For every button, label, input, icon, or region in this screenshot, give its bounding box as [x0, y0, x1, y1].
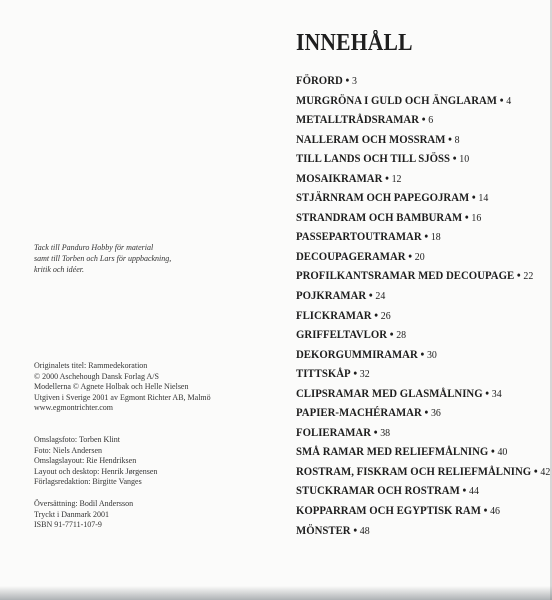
credit-line: Omslagslayout: Rie Hendriksen — [34, 456, 137, 466]
toc-entry-title: ROSTRAM, FISKRAM OCH RELIEFMÅLNING — [296, 463, 532, 478]
toc-entry — [296, 462, 550, 482]
bullet-separator: • — [533, 463, 538, 478]
credit-line: Modellerna © Agnete Holbak och Helle Nielsen — [34, 382, 189, 392]
credit-line: © 2000 Aschehough Dansk Forlag A/S — [34, 371, 159, 381]
toc-entry-title: KOPPARRAM OCH EGYPTISK RAM — [296, 503, 481, 518]
bullet-separator: • — [471, 190, 476, 205]
credit-line: Layout och desktop: Henrik Jørgensen — [34, 466, 158, 476]
toc-entry-title: MOSAIKRAMAR — [296, 170, 383, 185]
toc-entry-page-number: 38 — [380, 426, 391, 439]
toc-entry — [296, 521, 550, 541]
toc-entry-page-number: 34 — [491, 387, 502, 400]
toc-entry-page-number: 6 — [428, 114, 434, 127]
toc-entry-page-number: 24 — [375, 290, 386, 303]
publication-info — [34, 361, 274, 414]
toc-entry-title: SMÅ RAMAR MED RELIEFMÅLNING — [296, 444, 489, 459]
bullet-separator: • — [424, 229, 429, 244]
isbn: ISBN 91-7711-107-9 — [34, 520, 102, 530]
credit-line: Originalets titel: Rammedekoration — [34, 361, 148, 370]
toc-entry-page-number: 12 — [391, 172, 402, 185]
bullet-separator: • — [389, 327, 394, 342]
acknowledgement-line: kritik och idéer. — [34, 264, 84, 274]
toc-title: INNEHÅLL — [296, 30, 413, 56]
toc-entry — [296, 227, 550, 247]
toc-entry-title: POJKRAMAR — [296, 288, 367, 303]
toc-entry — [296, 403, 550, 423]
toc-entry-title: STRANDRAM OCH BAMBURAM — [296, 209, 463, 224]
credit-line: Utgiven i Sverige 2001 av Egmont Richter AB, Malmö — [34, 392, 211, 402]
bullet-separator: • — [408, 248, 413, 263]
toc-entry-page-number: 44 — [468, 485, 479, 498]
toc-entry — [296, 247, 550, 267]
toc-entry — [296, 306, 550, 326]
toc-entry — [296, 149, 550, 169]
toc-entry — [296, 130, 550, 150]
bullet-separator: • — [373, 424, 378, 439]
toc-entry-page-number: 20 — [414, 250, 425, 263]
toc-entry-page-number: 42 — [540, 465, 551, 478]
toc-entry — [296, 91, 550, 111]
toc-entry-title: FOLIERAMAR — [296, 424, 372, 439]
toc-entry-page-number: 22 — [523, 270, 534, 283]
toc-entry-title: PROFILKANTSRAMAR MED DECOUPAGE — [296, 268, 515, 283]
toc-entry-title: NALLERAM OCH MOSSRAM — [296, 131, 446, 146]
bullet-separator: • — [464, 209, 469, 224]
acknowledgement-line: samt till Torben och Lars för uppbackning, — [34, 253, 172, 263]
toc-entry — [296, 423, 550, 443]
toc-entry-page-number: 16 — [471, 211, 482, 224]
toc-entry-title: PAPIER-MACHÉRAMAR — [296, 405, 422, 420]
bullet-separator: • — [353, 522, 358, 537]
toc-entry-title: MÖNSTER — [296, 522, 351, 537]
toc-entry-page-number: 14 — [478, 192, 489, 205]
toc-entry-page-number: 46 — [490, 505, 500, 518]
toc-entry-page-number: 30 — [426, 348, 437, 361]
toc-entry — [296, 188, 550, 208]
bullet-separator: • — [424, 405, 429, 420]
toc-entry-title: FÖRORD — [296, 73, 343, 87]
toc-entry-page-number: 18 — [430, 231, 441, 244]
bullet-separator: • — [374, 307, 379, 322]
toc-entry-title: PASSEPARTOUTRAMAR — [296, 229, 422, 244]
bullet-separator: • — [452, 151, 457, 166]
bullet-separator: • — [491, 444, 495, 459]
toc-entry — [296, 110, 550, 130]
acknowledgements — [34, 243, 224, 275]
credit-line: Förlagsredaktion: Birgitte Vanges — [34, 477, 142, 487]
toc-entry-page-number: 40 — [497, 446, 508, 459]
table-of-contents — [296, 71, 552, 540]
photo-layout-credits — [34, 435, 274, 488]
acknowledgement-line: Tack till Panduro Hobby för material — [34, 243, 154, 252]
translation-print-info — [34, 499, 274, 531]
toc-entry-title: MURGRÖNA I GULD OCH ÄNGLARAM — [296, 92, 498, 107]
toc-entry — [296, 286, 550, 306]
bullet-separator: • — [499, 92, 504, 107]
toc-entry — [296, 208, 550, 228]
bullet-separator: • — [448, 131, 452, 146]
toc-entry-title: TITTSKÅP — [296, 366, 351, 381]
bullet-separator: • — [485, 385, 490, 400]
toc-entry-title: TILL LANDS OCH TILL SJÖSS — [296, 151, 451, 166]
toc-entry-title: STJÄRNRAM OCH PAPEGOJRAM — [296, 190, 470, 205]
toc-entry — [296, 169, 550, 189]
toc-entry — [296, 501, 550, 521]
toc-entry-title: FLICKRAMAR — [296, 307, 372, 322]
toc-entry-page-number: 10 — [459, 153, 470, 166]
bullet-separator: • — [420, 346, 425, 361]
toc-entry-page-number: 8 — [454, 133, 460, 146]
bullet-separator: • — [462, 483, 467, 498]
toc-entry — [296, 384, 550, 404]
toc-entry-page-number: 3 — [351, 75, 357, 87]
toc-entry-title: GRIFFELTAVLOR — [296, 327, 388, 342]
bullet-separator: • — [483, 503, 488, 518]
toc-entry-page-number: 28 — [396, 329, 407, 342]
toc-entry — [296, 481, 550, 501]
bullet-separator: • — [516, 268, 521, 283]
toc-entry-page-number: 4 — [506, 94, 512, 107]
toc-entry-title: CLIPSRAMAR MED GLASMÅLNING — [296, 385, 483, 400]
toc-entry-page-number: 32 — [359, 368, 370, 381]
toc-entry — [296, 266, 550, 286]
bullet-separator: • — [368, 288, 373, 303]
toc-entry — [296, 345, 550, 365]
credit-line: Omslagsfoto: Torben Klint — [34, 435, 120, 444]
toc-entry-page-number: 26 — [380, 309, 391, 322]
credit-line: Tryckt i Danmark 2001 — [34, 509, 110, 519]
credit-line: Översättning: Bodil Andersson — [34, 499, 134, 508]
toc-entry — [296, 71, 550, 91]
toc-entry — [296, 325, 550, 345]
toc-entry-title: METALLTRÅDSRAMAR — [296, 112, 420, 127]
toc-entry — [296, 364, 550, 384]
toc-entry-page-number: 48 — [359, 524, 370, 537]
toc-entry-title: DEKORGUMMIRAMAR — [296, 346, 418, 361]
toc-entry — [296, 442, 550, 462]
credit-line: Foto: Niels Andersen — [34, 445, 102, 455]
bullet-separator: • — [353, 366, 358, 381]
bullet-separator: • — [421, 112, 426, 127]
toc-entry-title: STUCKRAMAR OCH ROSTRAM — [296, 483, 460, 498]
toc-entry-page-number: 36 — [430, 407, 441, 420]
bullet-separator: • — [385, 170, 389, 185]
credit-line: www.egmontrichter.com — [34, 403, 114, 413]
toc-entry-title: DECOUPAGERAMAR — [296, 248, 406, 263]
bullet-separator: • — [345, 73, 350, 87]
